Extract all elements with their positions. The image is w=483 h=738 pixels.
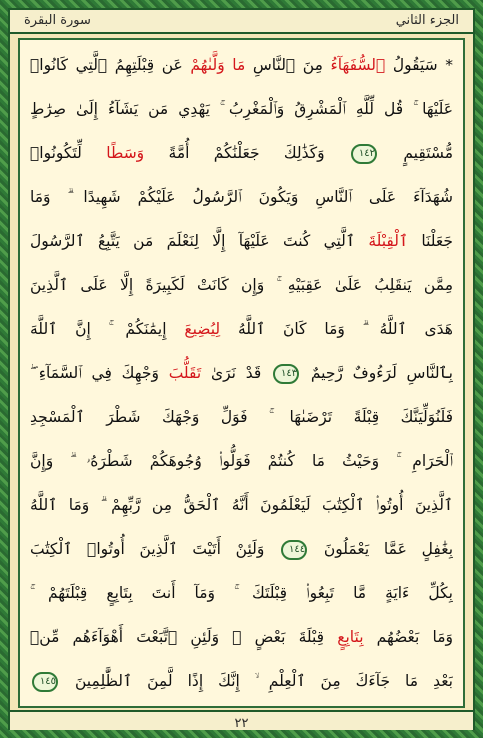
text-line [30,134,453,172]
verse-text: قَدْ نَرَىٰ [201,364,272,382]
ayah-number-marker: ١٤٥ [32,672,58,692]
quran-text-area [18,38,465,708]
text-line [30,354,453,392]
verse-text: مُّسْتَقِيمٍ [379,144,453,162]
verse-text: ٱلَّذِينَ أُوتُوا۟ ٱلْكِتَٰبَ لَيَعْلَمُونَ أَنَّهُ ٱلْحَقُّ مِن رَّبِّهِمْ ۗ وَمَا ٱللَّهُ [30,496,453,514]
text-line [30,310,453,348]
highlighted-word: مَا وَلَّىٰهُمْ [190,56,246,74]
text-line [30,442,453,480]
verse-text: بِٱلنَّاسِ لَرَءُوفٌ رَّحِيمٌ [301,364,453,382]
verse-text: وَلَئِنْ أَتَيْتَ ٱلَّذِينَ أُوتُوا۟ ٱلْكِتَٰبَ [30,540,280,558]
highlighted-word: ٱلْقِبْلَةَ [368,232,409,250]
verse-text: بِغَٰفِلٍ عَمَّا يَعْمَلُونَ [309,540,453,558]
verse-text: وَكَذَٰلِكَ جَعَلْنَٰكُمْ أُمَّةً [144,144,350,162]
verse-text: * سَيَقُولُ [385,56,453,74]
page-footer [10,710,473,730]
verse-text: بِكُلِّ ءَايَةٍ مَّا تَبِعُوا۟ قِبْلَتَكَ ۚ وَمَآ أَنتَ بِتَابِعٍ قِبْلَتَهُمْ ۚ [30,584,453,602]
verse-text: وَجْهِكَ فِي ٱلسَّمَآءِ ۖ [30,364,169,382]
verse-text: مِنَ ٱلنَّاسِ [245,56,331,74]
verse-text: ٱلْحَرَامِ ۚ وَحَيْثُ مَا كُنتُمْ فَوَلُّوا۟ وُجُوهَكُمْ شَطْرَهُۥ ۗ وَإِنَّ [30,452,453,470]
text-line [30,486,453,524]
text-line [30,574,453,612]
verse-text: لِّتَكُونُوا۟ [30,144,107,162]
highlighted-word: ٱلسُّفَهَآءُ [330,56,386,74]
text-line [30,662,453,700]
verse-text: قِبْلَةَ بَعْضٍ ۚ وَلَئِنِ ٱتَّبَعْتَ أَهْوَآءَهُم مِّنۢ [30,628,338,646]
juz-label: الجزء الثاني [395,13,459,28]
highlighted-word: وَسَطًا [106,144,145,162]
verse-text: فَلَنُوَلِّيَنَّكَ قِبْلَةً تَرْضَىٰهَا ۚ فَوَلِّ وَجْهَكَ شَطْرَ ٱلْمَسْجِدِ [30,408,453,426]
surah-label: سورة البقرة [24,13,91,28]
verse-text: عَلَيْهَا ۚ قُل لِّلَّهِ ٱلْمَشْرِقُ وَٱلْمَغْرِبُ ۚ يَهْدِي مَن يَشَآءُ إِلَىٰ صِرَٰطٍ [30,100,453,118]
verse-text: عَن قِبْلَتِهِمُ ٱلَّتِي كَانُوا۟ [30,56,191,74]
highlighted-word: بِتَابِعٍ [337,628,364,646]
text-line [30,266,453,304]
ayah-number-marker: ١٤٣ [273,364,299,384]
ayah-number-marker: ١٤٤ [281,540,307,560]
text-line [30,90,453,128]
text-line [30,398,453,436]
verse-text: وَمَا بَعْضُهُم [363,628,453,646]
text-line [30,222,453,260]
verse-text: هَدَى ٱللَّهُ ۗ وَمَا كَانَ ٱللَّهُ [220,320,453,338]
verse-text: إِيمَٰنَكُمْ ۚ إِنَّ ٱللَّهَ [30,320,185,338]
highlighted-word: تَقَلُّبَ [168,364,202,382]
text-line [30,530,453,568]
text-line [30,178,453,216]
verse-text: مِمَّن يَنقَلِبُ عَلَىٰ عَقِبَيْهِ ۚ وَإِن كَانَتْ لَكَبِيرَةً إِلَّا عَلَى ٱلَّذِينَ [30,276,453,294]
page-header [10,10,473,34]
verse-text: شُهَدَآءَ عَلَى ٱلنَّاسِ وَيَكُونَ ٱلرَّسُولُ عَلَيْكُمْ شَهِيدًا ۗ وَمَا [30,188,453,206]
text-line [30,46,453,84]
text-line [30,618,453,656]
verse-text: بَعْدِ مَا جَآءَكَ مِنَ ٱلْعِلْمِ ۙ إِنَّكَ إِذًا لَّمِنَ ٱلظَّٰلِمِينَ [60,672,453,690]
verse-text: ٱلَّتِي كُنتَ عَلَيْهَآ إِلَّا لِنَعْلَمَ مَن يَتَّبِعُ ٱلرَّسُولَ [30,232,369,250]
highlighted-word: لِيُضِيعَ [184,320,221,338]
verse-text: جَعَلْنَا [408,232,453,250]
page-number: ٢٢ [234,716,249,731]
ayah-number-marker: ١٤٢ [351,144,377,164]
